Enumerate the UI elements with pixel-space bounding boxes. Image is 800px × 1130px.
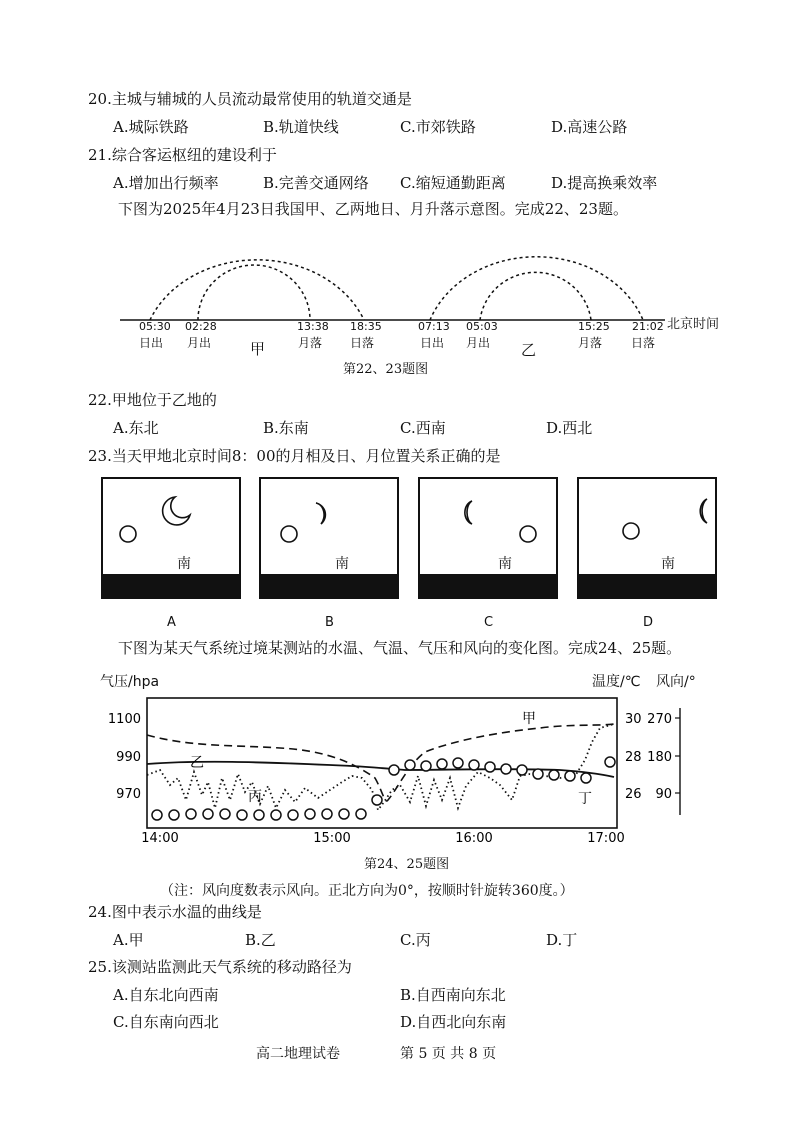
left-tick-990: 990 (116, 750, 141, 765)
x-tick-1400: 14:00 (141, 831, 179, 846)
wind-tick-270: 270 (647, 712, 672, 727)
south-label: 南 (335, 556, 349, 572)
yi-moonrise-time: 05:03 (466, 320, 498, 333)
q21-stem: 21.综合客运枢纽的建设利于 (88, 146, 277, 164)
q20-option-b: B.轨道快线 (263, 118, 339, 136)
jia-label: 甲 (250, 340, 266, 358)
jia-sunrise-time: 05:30 (139, 320, 171, 333)
yi-sunrise-time: 07:13 (418, 320, 450, 333)
jia-moonset-time: 13:38 (297, 320, 329, 333)
q21-option-c: C.缩短通勤距离 (400, 174, 506, 192)
figure2-note: （注：风向度数表示风向。正北方向为0°，按顺时针旋转360度。） (160, 883, 574, 899)
q20-option-d: D.高速公路 (551, 118, 628, 136)
panel-label-d: D (643, 615, 654, 630)
temp-tick-28: 28 (625, 750, 642, 765)
moon-icon (316, 503, 325, 524)
q24-option-b: B.乙 (245, 931, 276, 949)
intro-24-25: 下图为某天气系统过境某测站的水温、气温、气压和风向的变化图。完成24、25题。 (118, 639, 682, 657)
yi-sunrise-label: 日出 (420, 336, 445, 350)
plot-frame (147, 698, 617, 828)
axis-label: 北京时间 (667, 317, 720, 332)
q21-option-d: D.提高换乘效率 (551, 174, 658, 192)
wind-tick-90: 90 (655, 787, 672, 802)
q22-option-a: A.东北 (113, 419, 159, 437)
q22-option-d: D.西北 (546, 419, 593, 437)
panel-b (259, 477, 399, 599)
q24-option-a: A.甲 (113, 931, 144, 949)
yi-sunset-time: 21:02 (632, 320, 664, 333)
jia-moon-arc (198, 265, 310, 320)
q24-option-d: D.丁 (546, 931, 578, 949)
q20-stem: 20.主城与辅城的人员流动最常使用的轨道交通是 (88, 90, 412, 108)
panel-label-c: C (484, 615, 494, 630)
series-yi-line (147, 762, 614, 777)
x-tick-1500: 15:00 (313, 831, 351, 846)
south-label: 南 (498, 556, 512, 572)
yi-moonset-label: 月落 (578, 336, 603, 350)
sun-icon (623, 523, 639, 539)
left-tick-1100: 1100 (107, 712, 141, 727)
label-jia: 甲 (522, 711, 536, 727)
sun-moon-diagram (0, 215, 800, 365)
jia-sunset-time: 18:35 (350, 320, 382, 333)
panel-d (577, 477, 717, 599)
q24-option-c: C.丙 (400, 931, 431, 949)
q21-option-a: A.增加出行频率 (113, 174, 219, 192)
q20-option-c: C.市郊铁路 (400, 118, 476, 136)
sun-icon (281, 526, 297, 542)
label-yi: 乙 (190, 755, 204, 771)
south-label: 南 (177, 556, 191, 572)
q25-option-b: B.自西南向东北 (400, 986, 506, 1004)
temp-tick-30: 30 (625, 712, 642, 727)
figure1-caption: 第22、23题图 (343, 362, 429, 377)
x-tick-1600: 16:00 (455, 831, 493, 846)
yi-moonrise-label: 月出 (466, 336, 491, 350)
weather-chart (0, 690, 800, 855)
panel-c (418, 477, 558, 599)
wind-axis-label: 风向/° (656, 674, 696, 690)
jia-moonrise-time: 02:28 (185, 320, 217, 333)
moon-icon (465, 501, 472, 524)
footer-subject: 高二地理试卷 (256, 1046, 340, 1062)
moon-icon (163, 497, 190, 525)
x-tick-1700: 17:00 (587, 831, 625, 846)
jia-sunset-label: 日落 (350, 336, 375, 350)
series-ding-circles (152, 757, 615, 820)
yi-moonset-time: 15:25 (578, 320, 610, 333)
jia-sunrise-label: 日出 (139, 336, 164, 350)
figure2-caption: 第24、25题图 (364, 857, 450, 872)
panel-a (101, 477, 241, 599)
yi-sun-arc (430, 257, 643, 320)
temp-tick-26: 26 (625, 787, 642, 802)
q21-option-b: B.完善交通网络 (263, 174, 369, 192)
q25-stem: 25.该测站监测此天气系统的移动路径为 (88, 958, 352, 976)
q25-option-a: A.自东北向西南 (113, 986, 219, 1004)
footer-page: 第 5 页 共 8 页 (400, 1046, 497, 1062)
wind-tick-180: 180 (647, 750, 672, 765)
q22-option-b: B.东南 (263, 419, 309, 437)
q24-stem: 24.图中表示水温的曲线是 (88, 903, 262, 921)
q22-option-c: C.西南 (400, 419, 446, 437)
jia-moonrise-label: 月出 (187, 336, 212, 350)
q22-stem: 22.甲地位于乙地的 (88, 391, 217, 409)
q25-option-d: D.自西北向东南 (400, 1013, 507, 1031)
jia-moonset-label: 月落 (298, 336, 323, 350)
intro-22-23: 下图为2025年4月23日我国甲、乙两地日、月升落示意图。完成22、23题。 (118, 200, 628, 218)
yi-moon-arc (480, 272, 591, 320)
q20-option-a: A.城际铁路 (113, 118, 189, 136)
south-label: 南 (661, 556, 675, 572)
left-tick-970: 970 (116, 787, 141, 802)
jia-sun-arc (150, 260, 364, 320)
q25-option-c: C.自东南向西北 (113, 1013, 219, 1031)
moon-icon (700, 499, 707, 523)
yi-label: 乙 (521, 341, 537, 359)
sun-icon (520, 526, 536, 542)
temp-axis-label: 温度/℃ (592, 674, 641, 690)
left-axis-label: 气压/hpa (100, 674, 160, 690)
label-bing: 丙 (248, 789, 262, 805)
yi-sunset-label: 日落 (631, 336, 656, 350)
panel-label-a: A (167, 615, 176, 630)
sun-icon (120, 526, 136, 542)
panel-label-b: B (325, 615, 334, 630)
q23-stem: 23.当天甲地北京时间8：00的月相及日、月位置关系正确的是 (88, 447, 501, 465)
label-ding: 丁 (578, 791, 592, 807)
